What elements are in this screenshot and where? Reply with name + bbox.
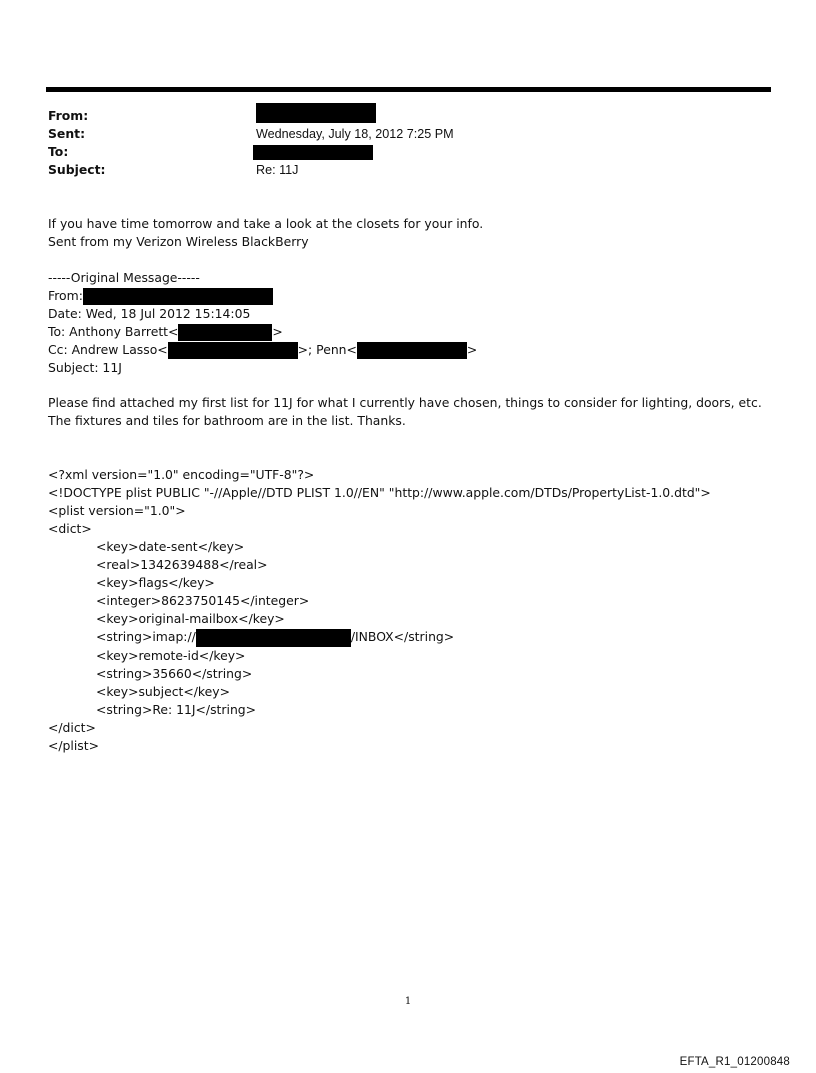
plist-line: <real>1342639488</real> bbox=[96, 557, 268, 572]
redaction bbox=[168, 342, 298, 359]
to-value-redacted bbox=[253, 143, 373, 161]
sent-label: Sent: bbox=[48, 126, 86, 141]
body-line-1: If you have time tomorrow and take a look at the closets for your info. bbox=[48, 216, 484, 231]
body-line-2: Sent from my Verizon Wireless BlackBerry bbox=[48, 234, 309, 249]
original-cc-suffix: > bbox=[466, 342, 478, 357]
subject-label: Subject: bbox=[48, 162, 106, 177]
sent-value: Wednesday, July 18, 2012 7:25 PM bbox=[256, 127, 454, 141]
reply-body bbox=[48, 215, 483, 251]
original-marker: -----Original Message----- bbox=[48, 270, 200, 285]
original-message bbox=[48, 269, 477, 377]
original-date: Date: Wed, 18 Jul 2012 15:14:05 bbox=[48, 306, 251, 321]
original-from bbox=[48, 287, 477, 305]
plist-imap-prefix: <string>imap:// bbox=[96, 629, 196, 644]
plist-block bbox=[48, 466, 711, 755]
to-label: To: bbox=[48, 144, 69, 159]
plist-imap-suffix: /INBOX</string> bbox=[350, 629, 455, 644]
redaction bbox=[196, 629, 351, 647]
plist-line: <integer>8623750145</integer> bbox=[96, 593, 310, 608]
document-id: EFTA_R1_01200848 bbox=[679, 1056, 790, 1068]
plist-line: <key>original-mailbox</key> bbox=[96, 611, 285, 626]
original-to-suffix: > bbox=[272, 324, 283, 339]
original-cc-prefix: Cc: Andrew Lasso< bbox=[48, 342, 168, 357]
original-cc-mid: >; Penn< bbox=[297, 342, 357, 357]
from-label: From: bbox=[48, 108, 89, 123]
plist-line: <key>date-sent</key> bbox=[96, 539, 245, 554]
redaction bbox=[357, 342, 467, 359]
from-value-redacted bbox=[256, 103, 376, 123]
plist-line: <plist version="1.0"> bbox=[48, 503, 186, 518]
original-from-label: From: bbox=[48, 288, 83, 303]
plist-line: </dict> bbox=[48, 719, 96, 735]
original-to-prefix: To: Anthony Barrett< bbox=[48, 324, 179, 339]
plist-line: <key>subject</key> bbox=[96, 683, 230, 699]
original-body bbox=[48, 394, 762, 430]
redaction bbox=[178, 324, 272, 341]
plist-line: <!DOCTYPE plist PUBLIC "-//Apple//DTD PLIST 1.0//EN" "http://www.apple.com/DTDs/PropertyList-1.0.dtd"> bbox=[48, 485, 711, 500]
plist-line: <?xml version="1.0" encoding="UTF-8"?> bbox=[48, 467, 315, 482]
plist-line bbox=[48, 628, 711, 647]
original-para-1: Please find attached my first list for 11J for what I currently have chosen, things to consider for lighting, doors, etc. bbox=[48, 395, 762, 410]
plist-line: <key>remote-id</key> bbox=[96, 647, 246, 663]
plist-line: <string>35660</string> bbox=[96, 665, 253, 681]
original-cc bbox=[48, 341, 477, 359]
redaction bbox=[83, 288, 273, 305]
page-number: 1 bbox=[404, 996, 412, 1007]
plist-line: <string>Re: 11J</string> bbox=[96, 701, 257, 717]
original-to bbox=[48, 323, 477, 341]
subject-value: Re: 11J bbox=[256, 163, 299, 177]
header-rule bbox=[46, 87, 771, 92]
plist-line: </plist> bbox=[48, 737, 100, 753]
original-para-2: The fixtures and tiles for bathroom are in the list. Thanks. bbox=[48, 413, 406, 428]
plist-line: <key>flags</key> bbox=[96, 575, 215, 590]
original-subject: Subject: 11J bbox=[48, 360, 122, 375]
plist-line: <dict> bbox=[48, 521, 92, 536]
